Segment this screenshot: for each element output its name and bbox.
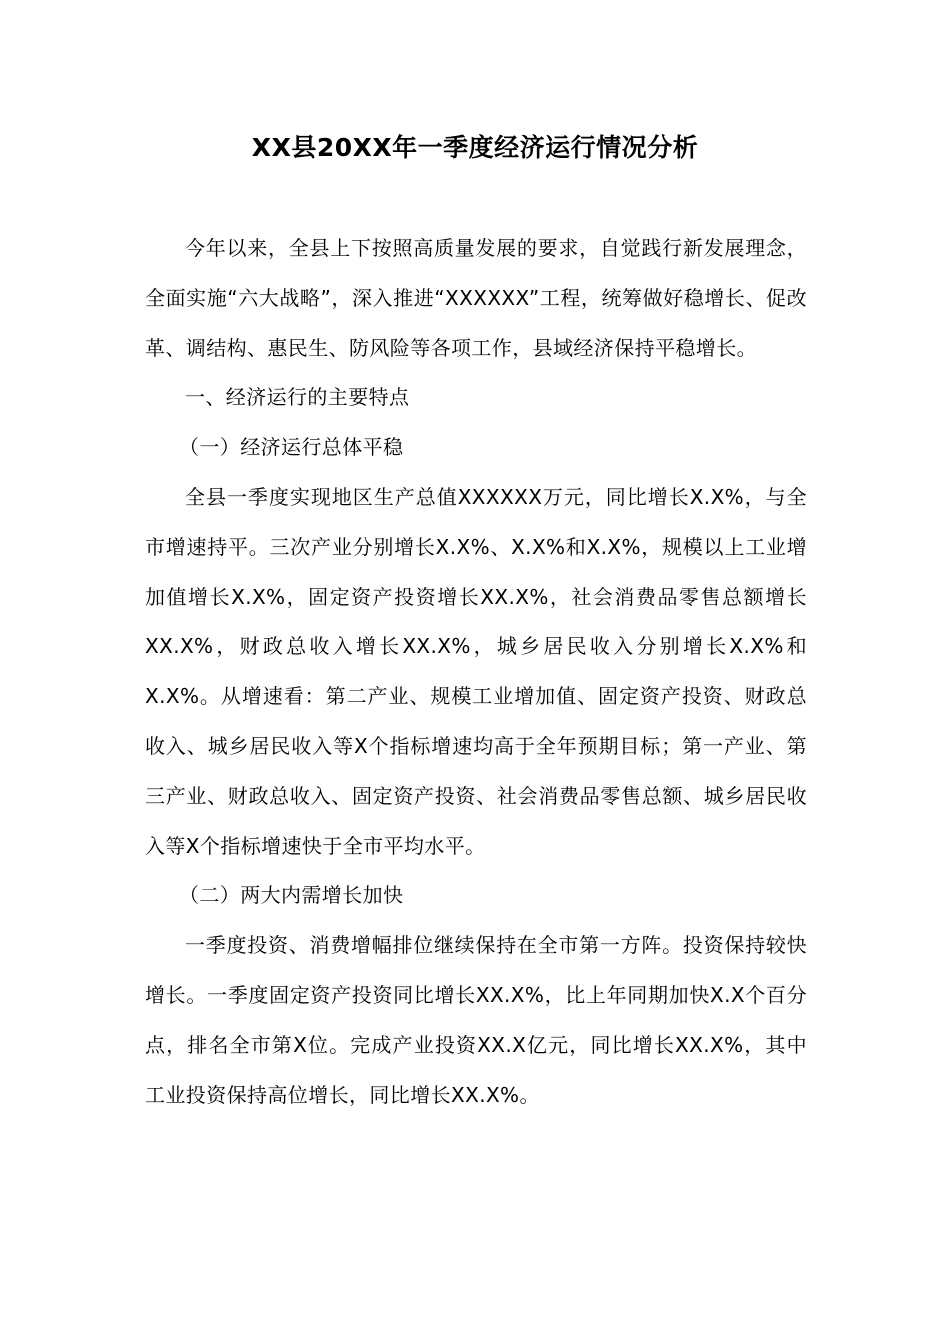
intro-paragraph: 今年以来，全县上下按照高质量发展的要求，自觉践行新发展理念，全面实施“六大战略”，深入推进“XXXXXX”工程，统筹做好稳增长、促改革、调结构、惠民生、防风险等各项工作，县域经济保持平稳增长。 [145,236,807,360]
subsection-heading-domestic-demand: （二）两大内需增长加快 [179,883,404,908]
domestic-demand-paragraph: 一季度投资、消费增幅排位继续保持在全市第一方阵。投资保持较快增长。一季度固定资产投资同比增长XX.X%，比上年同期加快X.X个百分点，排名全市第X位。完成产业投资XX.X亿元，同比增长XX.X%，其中工业投资保持高位增长，同比增长XX.X%。 [145,933,807,1107]
document-title: XX县20XX年一季度经济运行情况分析 [251,133,699,162]
section-heading-main-features: 一、经济运行的主要特点 [185,385,410,410]
document-body [145,224,807,1120]
subsection-heading-overall-stable: （一）经济运行总体平稳 [179,435,404,460]
overall-stable-paragraph: 全县一季度实现地区生产总值XXXXXX万元，同比增长X.X%，与全市增速持平。三次产业分别增长X.X%、X.X%和X.X%，规模以上工业增加值增长X.X%，固定资产投资增长XX.X%，社会消费品零售总额增长XX.X%，财政总收入增长XX.X%，城乡居民收入分别增长X.X%和X.X%。从增速看：第二产业、规模工业增加值、固定资产投资、财政总收入、城乡居民收入等X个指标增速均高于全年预期目标；第一产业、第三产业、财政总收入、固定资产投资、社会消费品零售总额、城乡居民收入等X个指标增速快于全市平均水平。 [145,484,807,858]
